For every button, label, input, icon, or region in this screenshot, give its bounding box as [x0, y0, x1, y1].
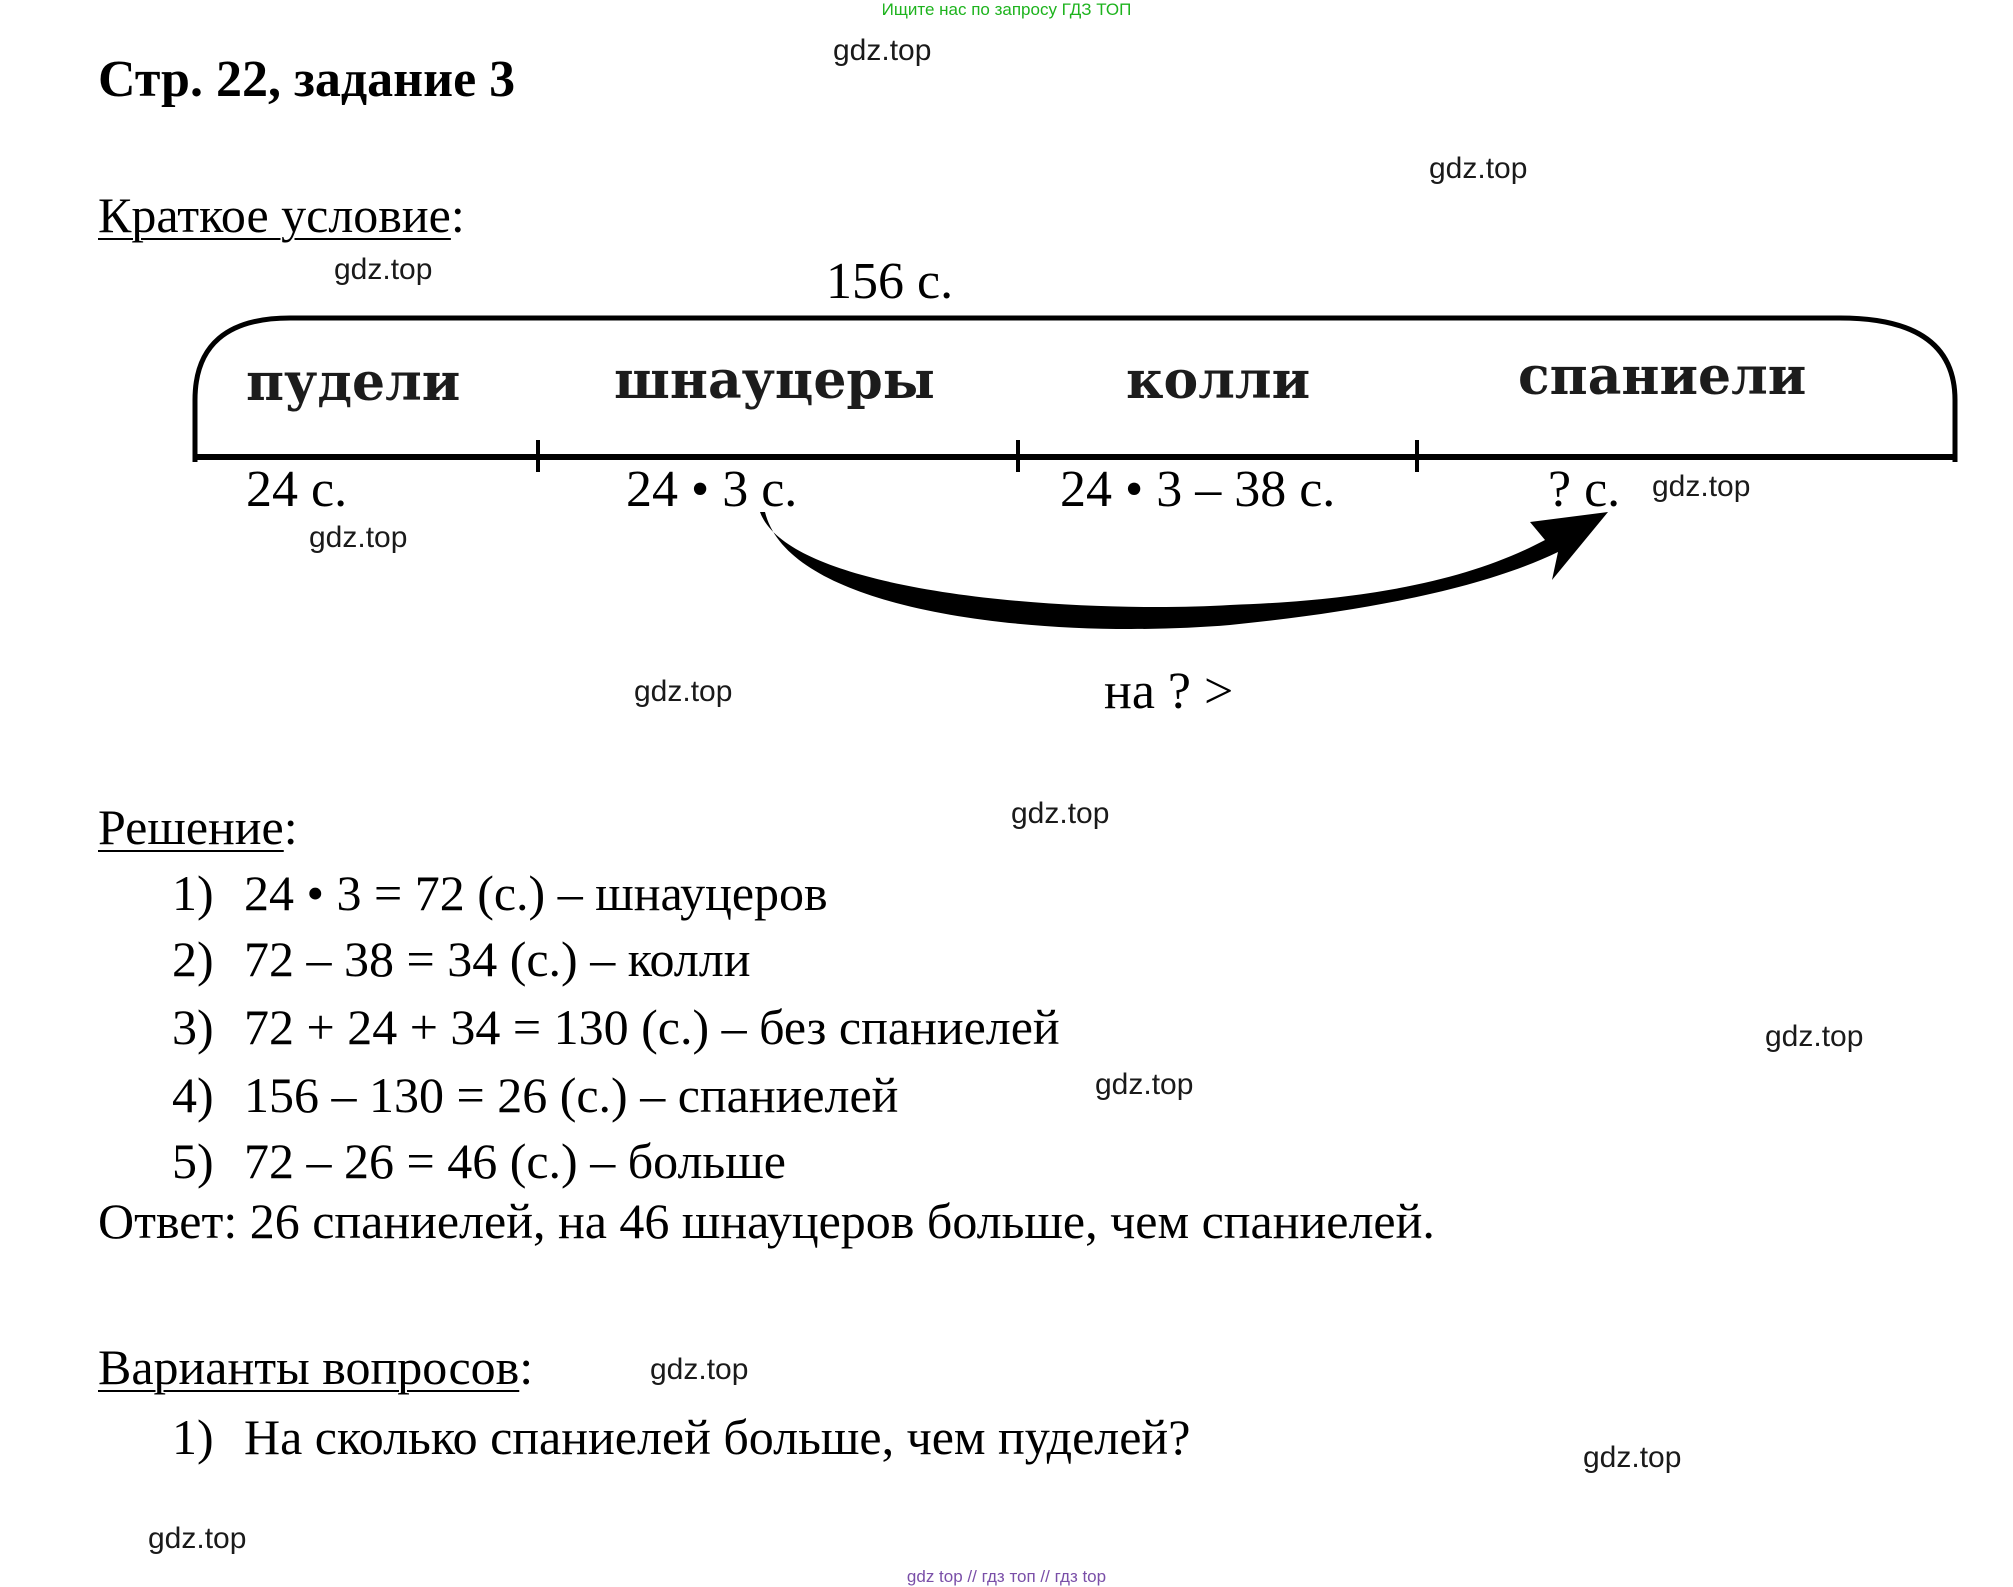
answer-line: Ответ: 26 спаниелей, на 46 шнауцеров больше, чем спаниелей. [98, 1193, 1435, 1249]
watermark: gdz.top [1429, 152, 1528, 185]
solution-step [172, 1066, 898, 1124]
watermark: gdz.top [1765, 1020, 1864, 1053]
watermark: gdz.top [634, 675, 733, 708]
watermark: gdz.top [1011, 797, 1110, 830]
solution-step [172, 998, 1060, 1056]
segment-label-schnauzers: шнауцеры [614, 350, 935, 411]
page-title: Стр. 22, задание 3 [98, 51, 516, 108]
solution-step [172, 864, 828, 922]
segment-value-collies: 24 • 3 – 38 с. [1060, 461, 1336, 518]
watermark: gdz.top [334, 253, 433, 286]
step-text: 72 – 26 = 46 (с.) – больше [244, 1133, 786, 1189]
watermark: gdz.top [650, 1353, 749, 1386]
watermark: gdz.top [1095, 1068, 1194, 1101]
segment-label-collies: колли [1126, 350, 1311, 411]
watermark: gdz.top [148, 1522, 247, 1555]
step-number: 4) [172, 1067, 214, 1123]
segment-value-poodles: 24 с. [246, 461, 348, 518]
step-number: 3) [172, 999, 214, 1055]
step-number: 2) [172, 931, 214, 987]
question-item [172, 1408, 1190, 1466]
step-number: 5) [172, 1133, 214, 1189]
question-text: На сколько спаниелей больше, чем пуделей? [244, 1409, 1191, 1465]
questions-heading-colon: : [519, 1339, 534, 1395]
comparison-arrow [728, 512, 1608, 629]
segment-label-poodles: пудели [246, 352, 461, 413]
step-text: 156 – 130 = 26 (с.) – спаниелей [244, 1067, 899, 1123]
question-number: 1) [172, 1409, 214, 1465]
solution-heading-text: Решение [98, 799, 284, 855]
comparison-label: на ? > [1104, 663, 1234, 720]
solution-step [172, 930, 750, 988]
step-text: 72 + 24 + 34 = 130 (с.) – без спаниелей [244, 999, 1060, 1055]
step-text: 72 – 38 = 34 (с.) – колли [244, 931, 751, 987]
top-banner: Ищите нас по запросу ГДЗ ТОП [881, 0, 1132, 19]
condition-heading-text: Краткое условие [98, 187, 451, 243]
segment-label-spaniels: спаниели [1518, 346, 1807, 407]
condition-heading-colon: : [450, 187, 465, 243]
solution-heading-colon: : [283, 799, 298, 855]
watermark: gdz.top [1583, 1441, 1682, 1474]
solution-heading [98, 798, 298, 856]
watermark: gdz.top [833, 34, 932, 67]
segment-value-schnauzers: 24 • 3 с. [626, 461, 798, 518]
total-label: 156 с. [826, 253, 954, 310]
segment-value-spaniels: ? с. [1548, 461, 1621, 518]
bottom-banner: gdz top // гдз топ // гдз top [906, 1567, 1107, 1586]
watermark: gdz.top [1652, 470, 1751, 503]
watermark: gdz.top [309, 521, 408, 554]
questions-heading [98, 1338, 533, 1396]
step-text: 24 • 3 = 72 (с.) – шнауцеров [244, 865, 828, 921]
solution-step [172, 1132, 786, 1190]
step-number: 1) [172, 865, 214, 921]
questions-heading-text: Варианты вопросов [98, 1339, 520, 1395]
